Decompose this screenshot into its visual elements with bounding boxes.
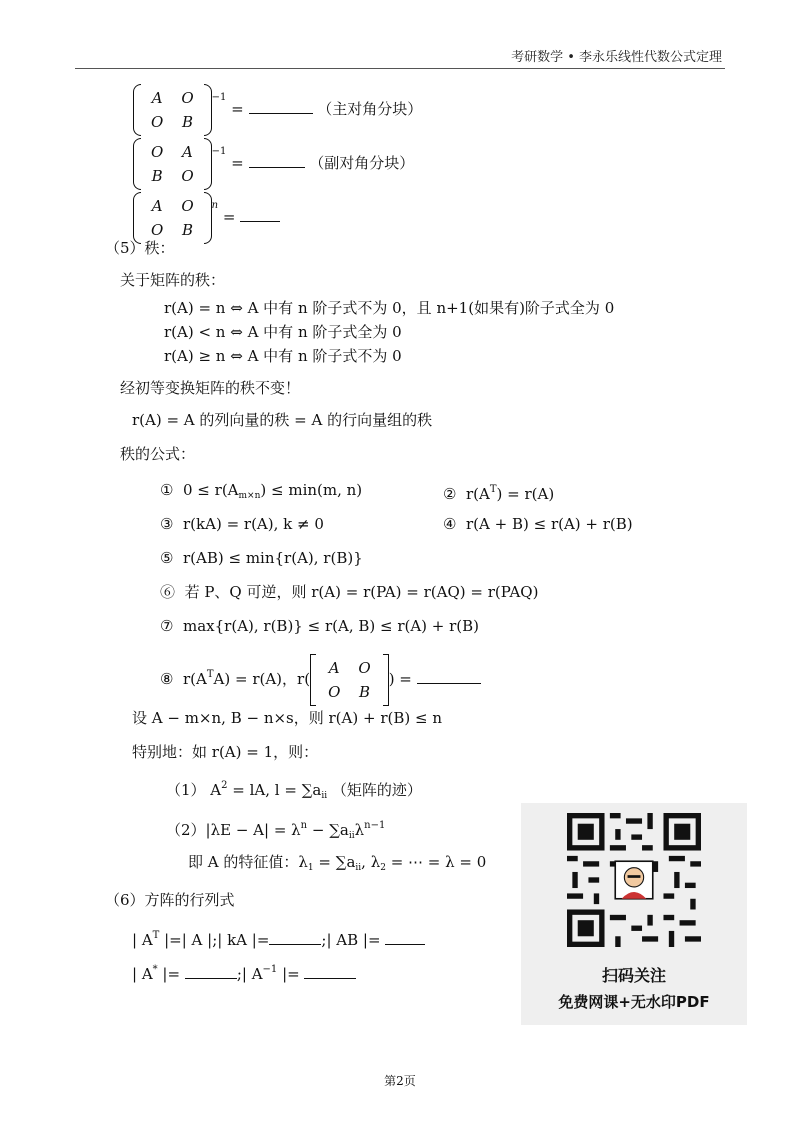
determinant-line-1: | $A^T$ |=| A |;| kA |= ;| AB |= [132,926,425,950]
rank-row-col: r(A) = A 的列向量的秩 = A 的行向量组的秩 [132,411,433,429]
header-rule [75,68,725,69]
qr-promo-box [521,803,747,1025]
rank-rule-3: r(A) ≥ n ⇔ A 中有 n 阶子式不为 0 [164,347,402,365]
formula-8: ⑧ $r(A^TA) = r(A)$，r( A O O B ) = [160,656,481,704]
matrix-power: A O O B [133,194,212,242]
main-diagonal-label: （主对角分块） [317,100,423,118]
rank-rule-1: r(A) = n ⇔ A 中有 n 阶子式不为 0，且 n+1(如果有)阶子式全为 0 [164,299,615,317]
page-header-title: 考研数学 • 李永乐线性代数公式定理 [511,50,722,65]
qr-caption-offer: 免费网课+无水印PDF [558,993,710,1011]
block-inverse-sub: O A B O $^{-1}$ = （副对角分块） [133,140,414,188]
qr-code-icon[interactable] [567,813,701,947]
formula-6: ⑥ 若 P、Q 可逆，则 r(A) = r(PA) = r(AQ) = r(PAQ) [160,583,539,601]
formula-2: ② $r(A^T) = r(A)$ [443,484,555,503]
block-inverse-main: A O O B $^{-1}$ = （主对角分块） [133,86,422,134]
formula-7: ⑦ max{r(A), r(B)} ≤ r(A, B) ≤ r(A) + r(B) [160,617,480,635]
product-rank: 设 A − m×n, B − n×s，则 r(A) + r(B) ≤ n [132,709,442,727]
eigenvalues: 即 A 的特征值：$\lambda_1 = \sum a_{ii}$, $\lambda_2$ = ⋯ = λ = 0 [188,853,487,873]
page-number: 第2页 [384,1074,416,1088]
formula-4: ④ r(A + B) ≤ r(A) + r(B) [443,515,633,533]
rank-formula-title: 秩的公式： [120,445,196,463]
formula-5: ⑤ r(AB) ≤ min{r(A), r(B)} [160,549,363,567]
sub-diagonal-label: （副对角分块） [309,154,415,172]
block-power: A O O B $^n$ = [133,194,280,242]
rank-rule-2: r(A) < n ⇔ A 中有 n 阶子式全为 0 [164,323,402,341]
qr-caption-follow: 扫码关注 [601,966,666,985]
section-5-title: （5）秩： [105,239,175,257]
matrix-sub-diagonal: O A B O [133,140,212,188]
matrix-block-rank: A O O B [310,656,389,704]
determinant-line-2: | A* |= ;| $A^{-1}$ |= [132,960,356,984]
formula-1: ① $0 \le r(A_{m\times n}) \le \min(m$, n) [160,481,363,501]
section-6-title: （6）方阵的行列式 [105,891,235,909]
rank-invariance: 经初等变换矩阵的秩不变！ [120,379,301,397]
special-intro: 特别地：如 r(A) = 1，则： [132,743,319,761]
special-item-2: $(2)|\lambda E - A| = \lambda^n - \sum a_{ii}\lambda^{n-1}$ [166,820,386,841]
special-item-1: （1） $A^2$ = lA, $l = \sum a_{ii}$ （矩阵的迹） [166,780,422,801]
formula-3: ③ r(kA) = r(A), k ≠ 0 [160,515,324,533]
rank-about: 关于矩阵的秩： [120,271,226,289]
matrix-main-diagonal: A O O B [133,86,212,134]
